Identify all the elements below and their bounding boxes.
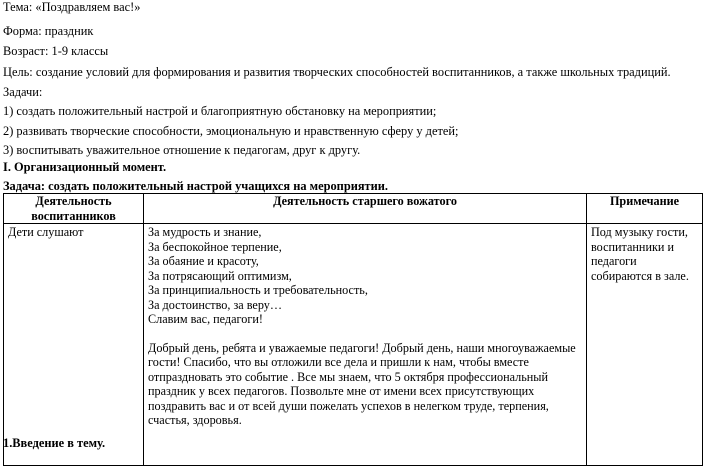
note-text: Под музыку гости, воспитанники и педагоги собираются в зале. (591, 225, 689, 283)
goal-line: Цель: создание условий для формирования и развития творческих способностей воспитанников, а также школьных традиций. (3, 65, 671, 79)
table-header-row (4, 194, 703, 224)
section1-title: I. Организационный момент. (3, 160, 167, 174)
tasks-title: Задачи: (3, 85, 43, 99)
cell-pupils (4, 224, 144, 466)
poem-line: Славим вас, педагоги! (148, 312, 263, 326)
poem-line: За достоинство, за веру… (148, 297, 283, 312)
form-line: Форма: праздник (3, 24, 94, 38)
task-item-1: 1) создать положительный настрой и благоприятную обстановку на мероприятии; (3, 104, 437, 118)
cell-note (587, 224, 703, 466)
section2-title: 1.Введение в тему. (3, 436, 106, 450)
poem-line: За потрясающий оптимизм, (148, 268, 292, 283)
task-item-3: 3) воспитывать уважительное отношение к педагогам, друг к другу. (3, 143, 361, 157)
poem-line: За принципиальность и требовательность, (148, 283, 368, 297)
table-row (4, 224, 703, 466)
poem-line: За мудрость и знание, (148, 225, 262, 239)
header-pupils: Деятельность воспитанников (4, 194, 144, 224)
greeting-text: Добрый день, ребята и уважаемые педагоги! Добрый день, наши многоуважаемые гости! Спасибо, что вы отложили все дела и пришли к нам, чтобы вместе отпраздновать это событие . Все мы знаем, что 5 октября профессиональный праздник у всех педагогов. Позвольте мне от имени всех присутствующих поздравить вас и от всей души пожелать успехов в нелегком труде, терпения, счастья, здоровья. (148, 340, 576, 427)
cell-leader (144, 224, 587, 466)
poem (148, 225, 582, 327)
header-note: Примечание (587, 194, 703, 224)
theme-line: Тема: «Поздравляем вас!» (3, 0, 141, 14)
section1-task: Задача: создать положительный настрой учащихся на мероприятии. (3, 179, 389, 193)
poem-line: За беспокойное терпение, (148, 239, 282, 254)
activity-table (3, 193, 703, 466)
age-line: Возраст: 1-9 классы (3, 44, 109, 58)
pupils-text: Дети слушают (8, 225, 84, 239)
task-item-2: 2) развивать творческие способности, эмоциональную и нравственную сферу у детей; (3, 124, 459, 138)
poem-line: За обаяние и красоту, (148, 254, 259, 268)
header-leader: Деятельность старшего вожатого (144, 194, 587, 224)
